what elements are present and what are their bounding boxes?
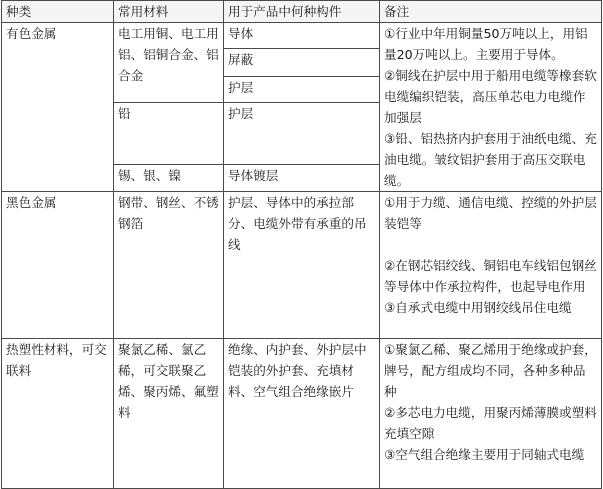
note-line: ③铅、铝热挤内护套用于油纸电缆、充油电缆。皱纹铝护套用于高压交联电缆。 xyxy=(384,131,597,188)
category-cell: 黑色金属 xyxy=(2,192,114,339)
notes-cell xyxy=(380,192,602,339)
materials-cell: 铅 xyxy=(114,103,224,164)
note-line: ①聚氯乙稀、聚乙烯用于绝缘或护套，牌号，配方组成均不同，各种多种品种 xyxy=(384,342,597,399)
materials-cell: 钢带、钢丝、不锈钢箔 xyxy=(114,192,224,339)
usage-cell: 绝缘、内护套、外护层中铠装的外护套、充填材料、空气组合绝缘嵌片 xyxy=(224,339,380,489)
category-cell: 热塑性材料，可交联料 xyxy=(2,339,114,489)
usage-cell: 导体 xyxy=(224,23,380,49)
note-line: ①用于力缆、通信电缆、控缆的外护层装铠等 xyxy=(384,195,597,231)
materials-cell: 聚氯乙稀、氯乙稀，可交联聚乙烯、聚丙烯、氟塑料 xyxy=(114,339,224,489)
note-line: ②铜线在护层中用于船用电缆等橡套软电缆编织铠装，高压单芯电力电缆作加强层 xyxy=(384,68,597,125)
note-line: ②多芯电力电缆，用聚丙烯薄膜或塑料充填空隙 xyxy=(384,405,597,441)
usage-cell: 屏蔽 xyxy=(224,49,380,76)
note-line: ③空气组合绝缘主要用于同轴式电缆 xyxy=(384,447,585,462)
header-notes: 备注 xyxy=(380,1,602,23)
usage-cell: 护层 xyxy=(224,76,380,102)
table-row xyxy=(2,339,602,489)
usage-cell: 导体镀层 xyxy=(224,164,380,191)
usage-cell: 护层、导体中的承拉部分、电缆外带有承重的吊线 xyxy=(224,192,380,339)
header-materials: 常用材料 xyxy=(114,1,224,23)
table-row xyxy=(2,192,602,339)
notes-cell xyxy=(380,23,602,192)
usage-cell: 护层 xyxy=(224,103,380,164)
cable-materials-table xyxy=(1,0,602,489)
materials-cell: 锡、银、镍 xyxy=(114,164,224,191)
note-line: ②在钢芯铝绞线、铜铝电车线铝包钢丝等导体中作承拉构件，也起导电作用 xyxy=(384,258,597,294)
notes-cell xyxy=(380,339,602,489)
header-category: 种类 xyxy=(2,1,114,23)
table-header-row xyxy=(2,1,602,23)
category-cell: 有色金属 xyxy=(2,23,114,192)
note-line: ③自承式电缆中用钢绞线吊住电缆 xyxy=(384,300,572,315)
materials-cell: 电工用铜、电工用铝、铝铜合金、铝合金 xyxy=(114,23,224,103)
header-usage: 用于产品中何种构件 xyxy=(224,1,380,23)
note-line: ①行业中年用铜量50万吨以上，用铝量20万吨以上。主要用于导体。 xyxy=(384,26,588,62)
table-row xyxy=(2,23,602,49)
